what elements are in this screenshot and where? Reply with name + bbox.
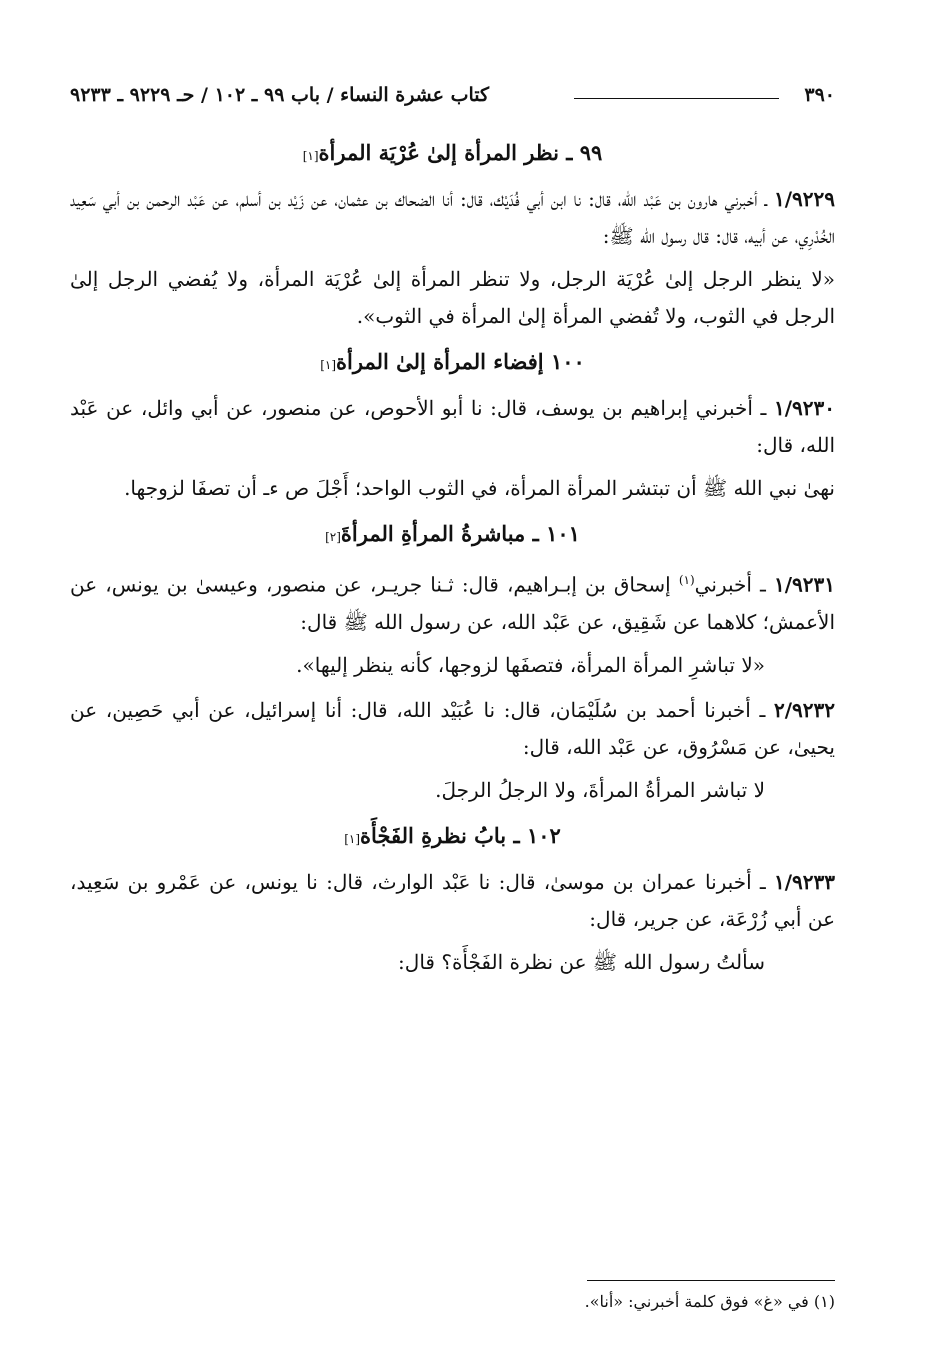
hadith-isnad bbox=[70, 562, 835, 641]
chapter-title bbox=[70, 817, 835, 858]
page-header bbox=[70, 78, 835, 112]
hadith-number: ١/٩٢٢٩ bbox=[773, 187, 835, 211]
footnote-ref: [٢] bbox=[325, 530, 341, 544]
hadith-isnad bbox=[70, 692, 835, 766]
hadith-number: ١/٩٢٣٠ bbox=[773, 396, 835, 420]
footnote-rule bbox=[587, 1280, 835, 1281]
page-number: ٣٩٠ bbox=[804, 84, 835, 106]
footnote: (١) في «غ» فوق كلمة أخبرني: «أنا». bbox=[584, 1292, 835, 1311]
chapter-title bbox=[70, 343, 835, 384]
isnad-text: إسحاق بن إبـراهيم، قال: ثـنا جريـر، عن منصور، وعيسىٰ بن يونس، عن الأعمش؛ كلاهما عن شَقِيق، عن عَبْد الله، عن رسول الله ﷺ قال: bbox=[70, 572, 835, 634]
header-rule bbox=[574, 98, 779, 99]
hadith-matn: نهىٰ نبي الله ﷺ أن تبتشر المرأة المرأة، في الثوب الواحد؛ أَجْلَ ص ءـ أن تصفَا لزوجها. bbox=[124, 476, 835, 500]
chapter-title bbox=[70, 134, 835, 175]
hadith-isnad bbox=[70, 181, 835, 255]
chapter-title bbox=[70, 515, 835, 556]
isnad-text: ـ أخبرنا عمران بن موسىٰ، قال: نا عَبْد الوارث، قال: نا يونس، عن عَمْرو بن سَعِيد، عن أبي زُرْعَة، عن جرير، قال: bbox=[70, 869, 835, 931]
running-title: كتاب عشرة النساء / باب ٩٩ ـ ١٠٢ / حـ ٩٢٢٩ ـ ٩٢٣٣ bbox=[70, 84, 490, 106]
chapter-title-text: ١٠٢ ـ بابُ نظرةِ الفَجْأَة bbox=[360, 822, 561, 848]
chapter-title-text: ٩٩ ـ نظر المرأة إلىٰ عُرْيَة المرأة bbox=[318, 140, 603, 165]
footnote-ref: [١] bbox=[344, 831, 361, 846]
footnote-ref: [١] bbox=[320, 358, 337, 372]
hadith-matn: «لا تباشرِ المرأة المرأة، فتصفَها لزوجها، كأنه ينظر إليها». bbox=[296, 652, 765, 677]
hadith-isnad bbox=[70, 390, 835, 464]
hadith-number: ١/٩٢٣٣ bbox=[773, 869, 835, 894]
hadith-matn: سألتُ رسول الله ﷺ عن نظرة الفَجْأَة؟ قال: bbox=[398, 949, 765, 974]
isnad-text: ـ أخبرني إبراهيم بن يوسف، قال: نا أبو الأحوص، عن منصور، عن أبي وائل، عن عَبْد الله، قال: bbox=[70, 396, 835, 457]
hadith-isnad bbox=[70, 864, 835, 938]
isnad-prefix: ـ أخبرني bbox=[694, 572, 766, 597]
chapter-title-text: ١٠٠ إفضاء المرأة إلىٰ المرأة bbox=[336, 349, 585, 374]
isnad-text: ـ أخبرنا أحمد بن سُلَيْمَان، قال: نا عُبَيْد الله، قال: أنا إسرائيل، عن أبي حَصِين، عن يحيىٰ، عن مَسْرُوق، عن عَبْد الله، قال: bbox=[70, 697, 835, 759]
hadith-number: ٢/٩٢٣٢ bbox=[774, 697, 836, 722]
hadith-matn: لا تباشر المرأةُ المرأةَ، ولا الرجلُ الرجلَ. bbox=[435, 777, 765, 802]
footnote-ref: [١] bbox=[302, 149, 319, 163]
hadith-number: ١/٩٢٣١ bbox=[773, 572, 835, 597]
footnote-marker: (١) bbox=[678, 573, 695, 587]
isnad-text: ـ أخبرني هارون بن عَبْد الله، قال: نا ابن أبي فُدَيْك، قال: أنا الضحاك بن عثمان، عن زَيْد بن أسلم، عن عَبْد الرحمن بن أبي سَعِيد الخُدْرِي، عن أبيه، قال: قال رسول الله ﷺ: bbox=[70, 187, 835, 248]
page-body bbox=[70, 130, 835, 989]
chapter-title-text: ١٠١ ـ مباشرةُ المرأةِ المرأةَ bbox=[340, 521, 580, 546]
hadith-matn: «لا ينظر الرجل إلىٰ عُرْيَة الرجل، ولا تنظر المرأة إلىٰ عُرْيَة المرأة، ولا يُفضي الرجل إلىٰ الرجل في الثوب، ولا تُفضي المرأة إلىٰ المرأة في الثوب». bbox=[70, 267, 835, 328]
